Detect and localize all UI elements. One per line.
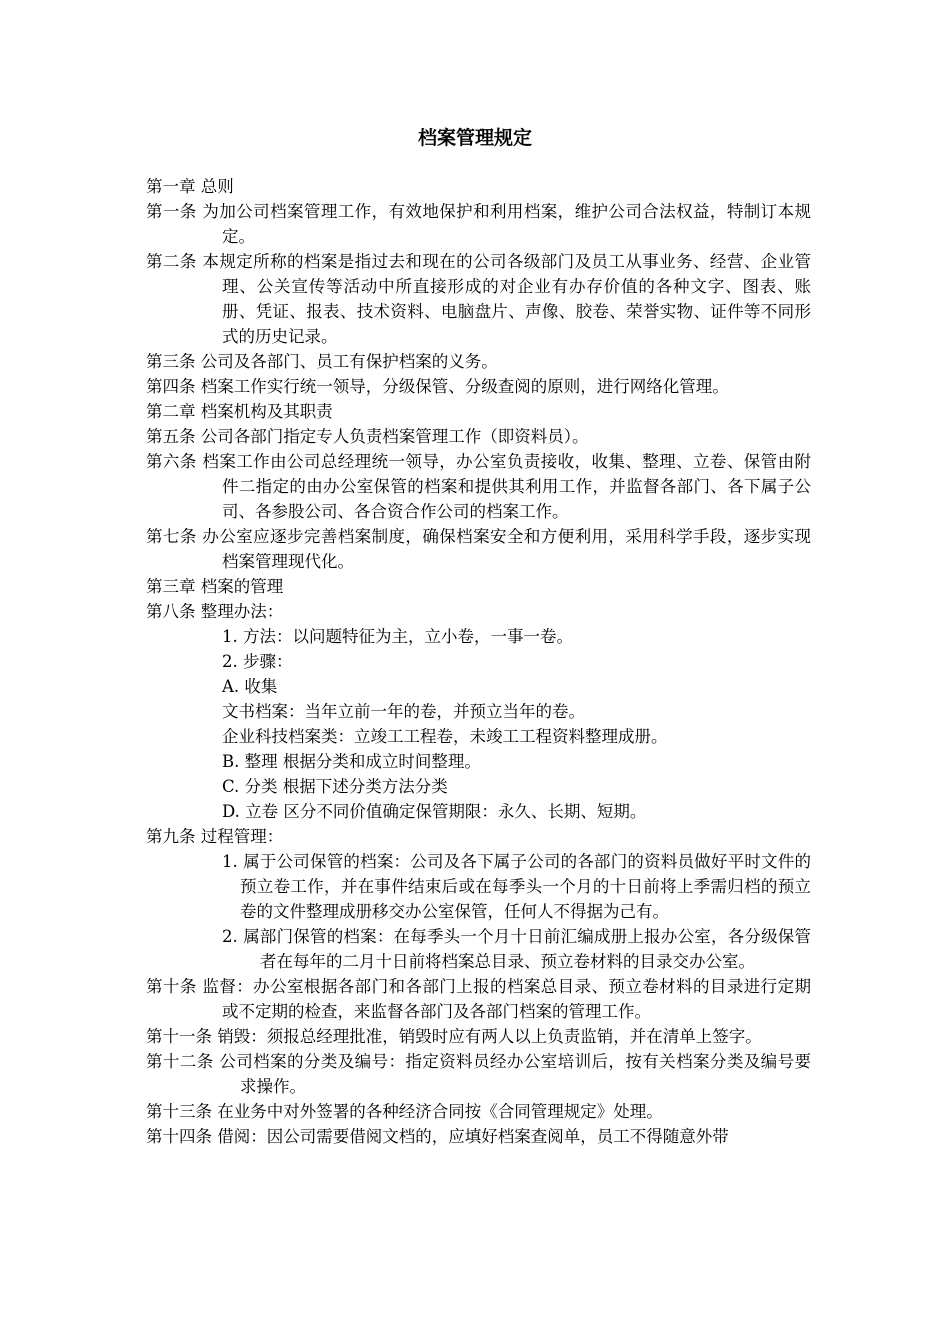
article-1: 第一条 为加公司档案管理工作，有效地保护和利用档案，维护公司合法权益，特制订本规定。 — [146, 202, 811, 246]
article-5: 第五条 公司各部门指定专人负责档案管理工作（即资料员）。 — [146, 427, 589, 446]
article-8-step-a: A. 收集 — [222, 677, 278, 696]
article-10: 第十条 监督：办公室根据各部门和各部门上报的档案总目录、预立卷材料的目录进行定期或不定期的检查，来监督各部门及各部门档案的管理工作。 — [146, 977, 811, 1021]
article-8-step-c: C. 分类 根据下述分类方法分类 — [222, 777, 448, 796]
article-11: 第十一条 销毁：须报总经理批准，销毁时应有两人以上负责监销，并在清单上签字。 — [146, 1027, 762, 1046]
article-13: 第十三条 在业务中对外签署的各种经济合同按《合同管理规定》处理。 — [146, 1102, 663, 1121]
article-8-step-d: D. 立卷 区分不同价值确定保管期限：永久、长期、短期。 — [222, 802, 647, 821]
article-2: 第二条 本规定所称的档案是指过去和现在的公司各级部门及员工从事业务、经营、企业管理、公关宣传等活动中所直接形成的对企业有办存价值的各种文字、图表、账册、凭证、报表、技术资料、电脑盘片、声像、胶卷、荣誉实物、证件等不同形式的历史记录。 — [146, 252, 811, 346]
article-8-item-1: 1. 方法：以问题特征为主，立小卷，一事一卷。 — [222, 627, 573, 646]
article-7: 第七条 办公室应逐步完善档案制度，确保档案安全和方便利用，采用科学手段，逐步实现档案管理现代化。 — [146, 527, 811, 571]
article-8-step-a-line-2: 企业科技档案类：立竣工工程卷，未竣工工程资料整理成册。 — [222, 727, 668, 746]
article-9: 第九条 过程管理： — [146, 827, 284, 846]
article-9-item-2: 2. 属部门保管的档案：在每季头一个月十日前汇编成册上报办公室，各分级保管者在每年的二月十日前将档案总目录、预立卷材料的目录交办公室。 — [222, 927, 811, 971]
article-8: 第八条 整理办法： — [146, 602, 284, 621]
article-8-step-b: B. 整理 根据分类和成立时间整理。 — [222, 752, 481, 771]
article-3: 第三条 公司及各部门、员工有保护档案的义务。 — [146, 352, 498, 371]
article-8-item-2: 2. 步骤： — [222, 652, 293, 671]
chapter-1-heading: 第一章 总则 — [146, 177, 234, 196]
article-12: 第十二条 公司档案的分类及编号：指定资料员经办公室培训后，按有关档案分类及编号要求操作。 — [146, 1052, 811, 1096]
document-body — [146, 174, 811, 1149]
article-6: 第六条 档案工作由公司总经理统一领导，办公室负责接收，收集、整理、立卷、保管由附件二指定的由办公室保管的档案和提供其利用工作，并监督各部门、各下属子公司、各参股公司、各合资合作公司的档案工作。 — [146, 452, 811, 521]
chapter-2-heading: 第二章 档案机构及其职责 — [146, 402, 333, 421]
article-4: 第四条 档案工作实行统一领导，分级保管、分级查阅的原则，进行网络化管理。 — [146, 377, 729, 396]
document-title: 档案管理规定 — [417, 127, 532, 149]
article-8-step-a-line-1: 文书档案：当年立前一年的卷，并预立当年的卷。 — [222, 702, 585, 721]
chapter-3-heading: 第三章 档案的管理 — [146, 577, 284, 596]
article-9-item-1: 1. 属于公司保管的档案：公司及各下属子公司的各部门的资料员做好平时文件的预立卷工作，并在事件结束后或在每季头一个月的十日前将上季需归档的预立卷的文件整理成册移交办公室保管，任何人不得据为己有。 — [222, 852, 811, 921]
article-14: 第十四条 借阅：因公司需要借阅文档的，应填好档案查阅单，员工不得随意外带 — [146, 1127, 729, 1146]
